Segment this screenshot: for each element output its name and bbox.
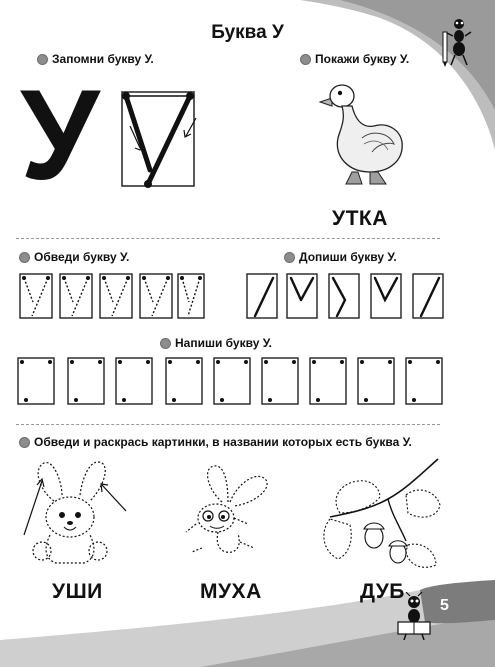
ant-pencil-icon	[437, 18, 477, 68]
task-finish	[284, 250, 397, 264]
word-duck: УТКА	[332, 207, 388, 230]
bullet-icon	[19, 437, 30, 448]
word-fly: МУХА	[200, 580, 262, 603]
bullet-icon	[284, 252, 295, 263]
task-trace-label: Обведи букву У.	[34, 250, 130, 264]
task-write	[160, 336, 272, 350]
task-trace	[19, 250, 129, 264]
page-number: 5	[440, 597, 449, 614]
bullet-icon	[19, 252, 30, 263]
task-color	[19, 435, 412, 449]
oak-branch-picture	[310, 455, 450, 575]
letter-stroke-diagram	[118, 88, 200, 192]
word-ears: УШИ	[52, 580, 103, 603]
section-divider	[16, 424, 440, 425]
task-show-label: Покажи букву У.	[315, 52, 410, 66]
fly-picture	[178, 462, 273, 567]
write-cells	[16, 356, 446, 408]
task-finish-label: Допиши букву У.	[299, 250, 397, 264]
page-title: Буква У	[211, 22, 284, 43]
section-divider	[16, 238, 440, 239]
bunny-picture	[20, 455, 132, 573]
duck-picture	[318, 72, 408, 190]
bullet-icon	[300, 54, 311, 65]
task-show	[300, 52, 409, 66]
bullet-icon	[160, 338, 171, 349]
big-letter: У	[20, 64, 100, 207]
word-oak: ДУБ	[360, 580, 405, 603]
task-color-label: Обведи и раскрась картинки, в названии которых есть буква У.	[34, 435, 412, 449]
ant-book-icon	[392, 592, 436, 640]
task-remember-label: Запомни букву У.	[52, 52, 154, 66]
finish-cells	[245, 272, 455, 322]
trace-cells	[18, 272, 208, 322]
bullet-icon	[37, 54, 48, 65]
task-write-label: Напиши букву У.	[175, 336, 272, 350]
